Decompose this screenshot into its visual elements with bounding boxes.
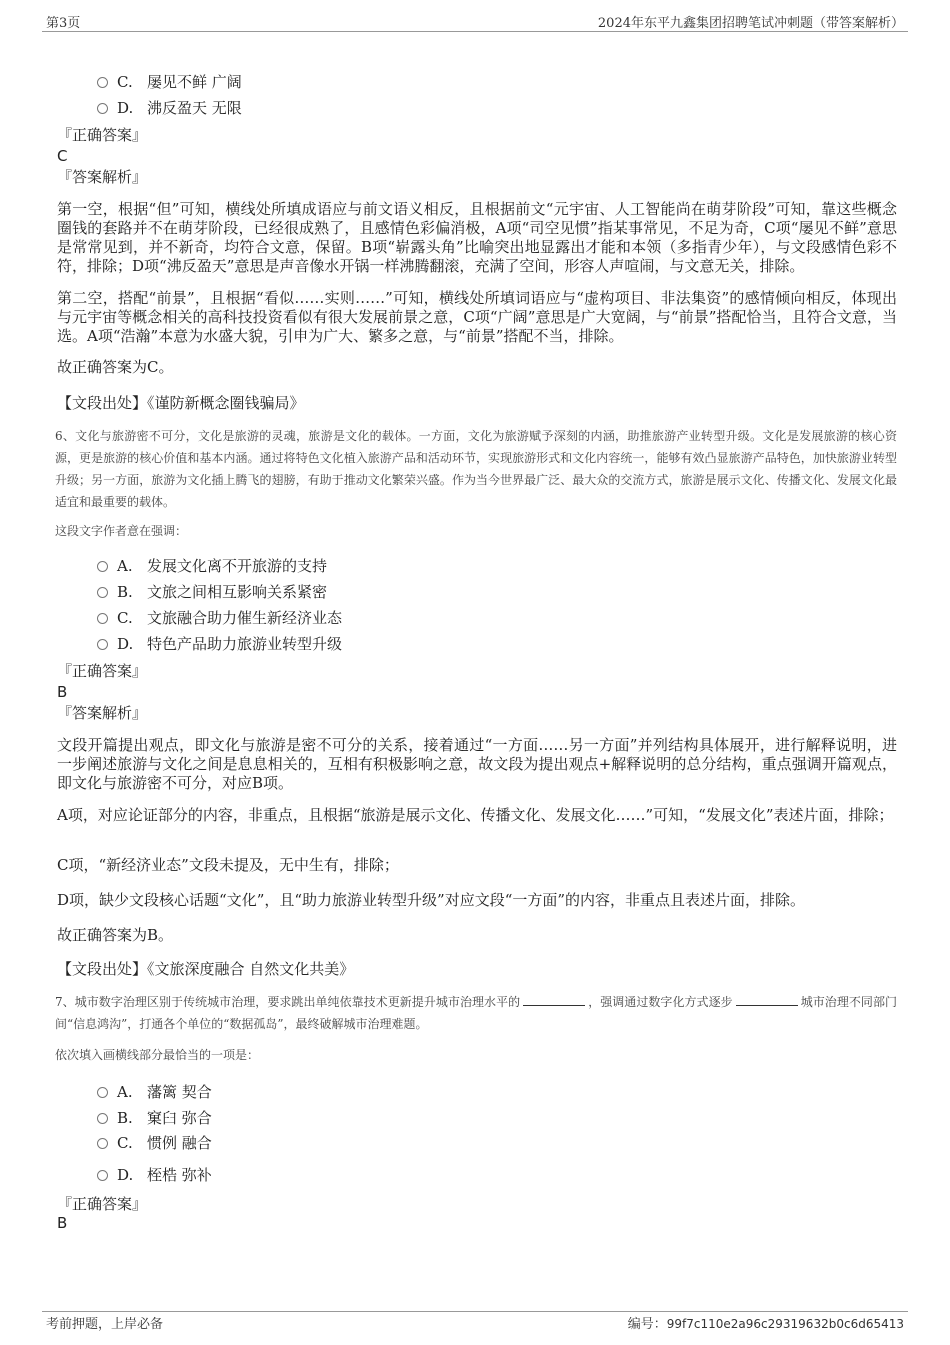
radio-icon[interactable] (97, 613, 108, 624)
q7-option-b[interactable]: B. 窠臼 弥合 (97, 1108, 212, 1128)
analysis-conclusion: 故正确答案为C。 (57, 358, 174, 376)
q6-option-b[interactable]: B. 文旅之间相互影响关系紧密 (97, 582, 327, 602)
radio-icon[interactable] (97, 1113, 108, 1124)
question-prompt: 这段文字作者意在强调： (55, 524, 188, 538)
text-source: 【文段出处】《谨防新概念圈钱骗局》 (57, 394, 305, 412)
analysis-paragraph: D项，缺少文段核心话题“文化”，且“助力旅游业转型升级”对应文段“一方面”的内容，非重点且表述片面，排除。 (57, 891, 806, 909)
document-serial: 编号：99f7c110e2a96c29319632b0c6d65413 (627, 1317, 904, 1332)
question-stem: 7、城市数字治理区别于传统城市治理，要求跳出单纯依靠技术更新提升城市治理水平的 ，强调通过数字化方式逐步 城市治理不同部门间“信息鸿沟”，打通各个单位的“数据孤岛”，最终破解城市治理难题。 (55, 995, 897, 1031)
analysis-paragraph: 第一空，根据“但”可知，横线处所填成语应与前文语义相反，且根据前文“元宇宙、人工智能尚在萌芽阶段”可知，靠这些概念圈钱的套路并不在萌芽阶段，已经很成熟了，且感情色彩偏消极，A项“司空见惯”指某事常见，不足为奇，C项“屡见不鲜”意思是常常见到，并不新奇，均符合文意，保留。B项“崭露头角”比喻突出地显露出才能和本领（多指青少年），与文段感情色彩不符，排除；D项“沸反盈天”意思是声音像水开锅一样沸腾翻滚，充满了空间，形容人声喧闹，与文意无关，排除。 (57, 200, 897, 275)
fill-blank (736, 995, 798, 1006)
answer-value: B (57, 683, 68, 701)
header-divider (42, 31, 908, 32)
radio-icon[interactable] (97, 587, 108, 598)
radio-icon[interactable] (97, 639, 108, 650)
q5-option-c[interactable]: C. 屡见不鲜 广阔 (97, 72, 242, 92)
answer-value: C (57, 147, 68, 165)
analysis-label: 『答案解析』 (57, 168, 148, 186)
question-stem: 6、文化与旅游密不可分，文化是旅游的灵魂，旅游是文化的载体。一方面，文化为旅游赋予深刻的内涵，助推旅游产业转型升级。文化是发展旅游的核心资源，更是旅游的核心价值和基本内涵。通过将特色文化植入旅游产品和活动环节，实现旅游形式和文化内容统一，能够有效凸显旅游产品特色，加快旅游业转型升级；另一方面，旅游为文化插上腾飞的翅膀，有助于推动文化繁荣兴盛。作为当今世界最广泛、最大众的交流方式，旅游是展示文化、传播文化、发展文化最适宜和最重要的载体。 (55, 429, 897, 509)
document-title: 2024年东平九鑫集团招聘笔试冲刺题（带答案解析） (597, 16, 904, 31)
answer-value: B (57, 1214, 68, 1232)
radio-icon[interactable] (97, 103, 108, 114)
answer-label: 『正确答案』 (57, 662, 148, 680)
page-number: 第3页 (46, 16, 81, 31)
analysis-conclusion: 故正确答案为B。 (57, 926, 174, 944)
answer-label: 『正确答案』 (57, 1195, 148, 1213)
q5-option-d[interactable]: D. 沸反盈天 无限 (97, 98, 242, 118)
analysis-paragraph: A项，对应论证部分的内容，非重点，且根据“旅游是展示文化、传播文化、发展文化……”可知，“发展文化”表述片面，排除； (57, 806, 894, 824)
analysis-label: 『答案解析』 (57, 704, 148, 722)
radio-icon[interactable] (97, 1087, 108, 1098)
analysis-paragraph: C项，“新经济业态”文段未提及，无中生有，排除； (57, 856, 399, 874)
answer-label: 『正确答案』 (57, 126, 148, 144)
analysis-paragraph: 文段开篇提出观点，即文化与旅游是密不可分的关系，接着通过“一方面……另一方面”并列结构具体展开，进行解释说明，进一步阐述旅游与文化之间是息息相关的，互相有积极影响之意，故文段为提出观点+解释说明的总分结构，重点强调开篇观点，即文化与旅游密不可分，对应B项。 (57, 736, 897, 792)
footer-divider (42, 1311, 908, 1312)
q7-option-d[interactable]: D. 桎梏 弥补 (97, 1165, 212, 1185)
footer-slogan: 考前押题，上岸必备 (46, 1317, 164, 1332)
radio-icon[interactable] (97, 561, 108, 572)
radio-icon[interactable] (97, 1170, 108, 1181)
q7-option-a[interactable]: A. 藩篱 契合 (97, 1082, 212, 1102)
q7-option-c[interactable]: C. 惯例 融合 (97, 1133, 212, 1153)
radio-icon[interactable] (97, 1138, 108, 1149)
q6-option-d[interactable]: D. 特色产品助力旅游业转型升级 (97, 634, 342, 654)
analysis-paragraph: 第二空，搭配“前景”，且根据“看似……实则……”可知，横线处所填词语应与“虚构项目、非法集资”的感情倾向相反，体现出与元宇宙等概念相关的高科技投资看似有很大发展前景之意，C项“广阔”意思是广大宽阔，与“前景”搭配恰当，且符合文意，当选。A项“浩瀚”本意为水盛大貌，引申为广大、繁多之意，与“前景”搭配不当，排除。 (57, 289, 897, 345)
text-source: 【文段出处】《文旅深度融合 自然文化共美》 (57, 960, 355, 978)
q6-option-a[interactable]: A. 发展文化离不开旅游的支持 (97, 556, 327, 576)
fill-blank (523, 995, 585, 1006)
radio-icon[interactable] (97, 77, 108, 88)
q6-option-c[interactable]: C. 文旅融合助力催生新经济业态 (97, 608, 342, 628)
question-prompt: 依次填入画横线部分最恰当的一项是： (55, 1048, 260, 1062)
